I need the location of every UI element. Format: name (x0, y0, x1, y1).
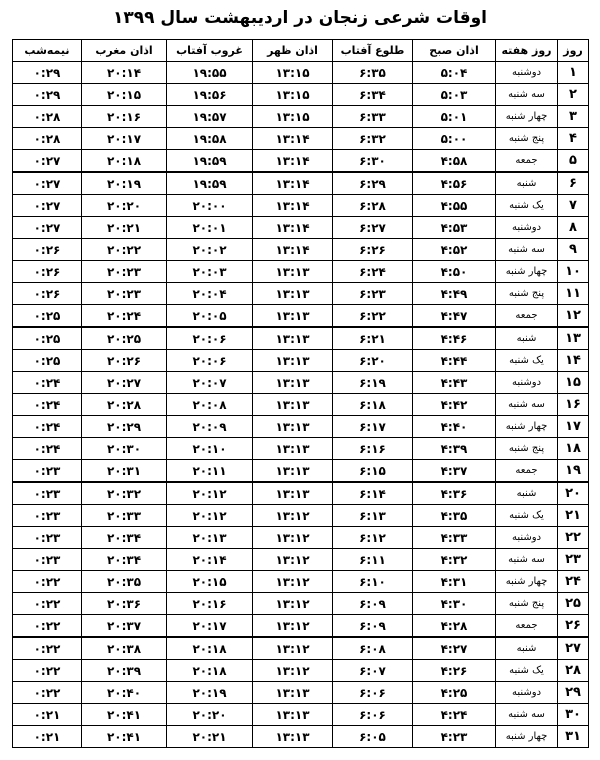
cell-day: ۳ (558, 106, 589, 128)
table-row (13, 482, 589, 505)
cell-maghreb: ۲۰:۲۸ (82, 394, 167, 416)
cell-sobh: ۴:۳۱ (413, 571, 496, 593)
cell-nimeshab: ۰:۲۱ (13, 704, 82, 726)
cell-nimeshab: ۰:۲۳ (13, 482, 82, 505)
cell-sobh: ۴:۲۸ (413, 615, 496, 638)
cell-nimeshab: ۰:۲۳ (13, 505, 82, 527)
header-row (13, 40, 589, 62)
cell-weekday: پنج شنبه (496, 593, 558, 615)
page-title: اوقات شرعی زنجان در اردیبهشت سال ۱۳۹۹ (113, 8, 487, 28)
cell-ghorub: ۲۰:۱۲ (167, 482, 253, 505)
cell-weekday: دوشنبه (496, 682, 558, 704)
cell-tolu: ۶:۱۰ (333, 571, 413, 593)
cell-day: ۹ (558, 239, 589, 261)
cell-maghreb: ۲۰:۴۱ (82, 704, 167, 726)
cell-zohr: ۱۳:۱۲ (253, 571, 333, 593)
table-row (13, 682, 589, 704)
table-row (13, 84, 589, 106)
cell-tolu: ۶:۲۹ (333, 172, 413, 195)
cell-weekday: سه شنبه (496, 239, 558, 261)
cell-ghorub: ۲۰:۲۱ (167, 726, 253, 748)
cell-tolu: ۶:۱۸ (333, 394, 413, 416)
cell-maghreb: ۲۰:۳۴ (82, 527, 167, 549)
cell-weekday: سه شنبه (496, 549, 558, 571)
cell-day: ۴ (558, 128, 589, 150)
cell-tolu: ۶:۱۹ (333, 372, 413, 394)
cell-nimeshab: ۰:۲۵ (13, 350, 82, 372)
table-row (13, 527, 589, 549)
cell-ghorub: ۲۰:۱۷ (167, 615, 253, 638)
cell-zohr: ۱۳:۱۳ (253, 726, 333, 748)
cell-zohr: ۱۳:۱۳ (253, 438, 333, 460)
cell-sobh: ۴:۴۹ (413, 283, 496, 305)
cell-day: ۸ (558, 217, 589, 239)
cell-tolu: ۶:۰۹ (333, 615, 413, 638)
cell-maghreb: ۲۰:۲۴ (82, 305, 167, 328)
cell-ghorub: ۲۰:۱۸ (167, 637, 253, 660)
cell-tolu: ۶:۱۴ (333, 482, 413, 505)
cell-nimeshab: ۰:۲۴ (13, 438, 82, 460)
cell-sobh: ۴:۵۰ (413, 261, 496, 283)
cell-day: ۲۱ (558, 505, 589, 527)
table-row (13, 128, 589, 150)
cell-nimeshab: ۰:۲۱ (13, 726, 82, 748)
cell-zohr: ۱۳:۱۳ (253, 283, 333, 305)
cell-ghorub: ۲۰:۰۰ (167, 195, 253, 217)
cell-weekday: دوشنبه (496, 217, 558, 239)
cell-tolu: ۶:۳۲ (333, 128, 413, 150)
table-row (13, 460, 589, 483)
cell-ghorub: ۱۹:۵۵ (167, 62, 253, 84)
cell-nimeshab: ۰:۲۷ (13, 150, 82, 173)
cell-sobh: ۴:۲۳ (413, 726, 496, 748)
cell-sobh: ۴:۲۴ (413, 704, 496, 726)
cell-day: ۶ (558, 172, 589, 195)
cell-maghreb: ۲۰:۳۳ (82, 505, 167, 527)
cell-tolu: ۶:۲۳ (333, 283, 413, 305)
table-row (13, 150, 589, 173)
table-row (13, 217, 589, 239)
cell-ghorub: ۲۰:۰۶ (167, 350, 253, 372)
header-weekday: روز هفته (496, 40, 558, 62)
cell-zohr: ۱۳:۱۳ (253, 394, 333, 416)
table-row (13, 172, 589, 195)
table-row (13, 261, 589, 283)
cell-ghorub: ۲۰:۰۱ (167, 217, 253, 239)
cell-maghreb: ۲۰:۳۶ (82, 593, 167, 615)
cell-zohr: ۱۳:۱۲ (253, 615, 333, 638)
cell-sobh: ۴:۴۷ (413, 305, 496, 328)
table-row (13, 305, 589, 328)
table-row (13, 593, 589, 615)
cell-day: ۱ (558, 62, 589, 84)
cell-maghreb: ۲۰:۱۶ (82, 106, 167, 128)
cell-maghreb: ۲۰:۲۶ (82, 350, 167, 372)
cell-nimeshab: ۰:۲۹ (13, 84, 82, 106)
header-maghreb: اذان مغرب (82, 40, 167, 62)
cell-day: ۳۱ (558, 726, 589, 748)
cell-zohr: ۱۳:۱۳ (253, 682, 333, 704)
cell-weekday: پنج شنبه (496, 128, 558, 150)
cell-tolu: ۶:۲۴ (333, 261, 413, 283)
cell-weekday: دوشنبه (496, 527, 558, 549)
table-row (13, 726, 589, 748)
table-row (13, 637, 589, 660)
cell-ghorub: ۲۰:۰۸ (167, 394, 253, 416)
table-row (13, 350, 589, 372)
cell-ghorub: ۲۰:۰۹ (167, 416, 253, 438)
header-sobh: اذان صبح (413, 40, 496, 62)
cell-day: ۱۱ (558, 283, 589, 305)
cell-zohr: ۱۳:۱۵ (253, 106, 333, 128)
cell-tolu: ۶:۱۷ (333, 416, 413, 438)
cell-maghreb: ۲۰:۳۴ (82, 549, 167, 571)
cell-maghreb: ۲۰:۲۳ (82, 283, 167, 305)
cell-nimeshab: ۰:۲۴ (13, 372, 82, 394)
header-ghorub: غروب آفتاب (167, 40, 253, 62)
cell-zohr: ۱۳:۱۲ (253, 593, 333, 615)
cell-sobh: ۴:۳۷ (413, 460, 496, 483)
cell-zohr: ۱۳:۱۵ (253, 62, 333, 84)
cell-sobh: ۵:۰۴ (413, 62, 496, 84)
cell-nimeshab: ۰:۲۴ (13, 416, 82, 438)
cell-weekday: جمعه (496, 460, 558, 483)
cell-ghorub: ۲۰:۱۸ (167, 660, 253, 682)
cell-sobh: ۴:۴۶ (413, 327, 496, 350)
cell-sobh: ۵:۰۱ (413, 106, 496, 128)
cell-zohr: ۱۳:۱۴ (253, 172, 333, 195)
cell-weekday: دوشنبه (496, 372, 558, 394)
table-row (13, 106, 589, 128)
cell-day: ۱۸ (558, 438, 589, 460)
cell-ghorub: ۲۰:۱۴ (167, 549, 253, 571)
cell-ghorub: ۲۰:۰۶ (167, 327, 253, 350)
cell-day: ۲۹ (558, 682, 589, 704)
table-row (13, 283, 589, 305)
cell-zohr: ۱۳:۱۴ (253, 217, 333, 239)
cell-day: ۷ (558, 195, 589, 217)
cell-maghreb: ۲۰:۱۹ (82, 172, 167, 195)
cell-ghorub: ۱۹:۵۹ (167, 150, 253, 173)
cell-sobh: ۴:۴۳ (413, 372, 496, 394)
cell-day: ۲ (558, 84, 589, 106)
cell-tolu: ۶:۲۷ (333, 217, 413, 239)
cell-nimeshab: ۰:۲۶ (13, 239, 82, 261)
cell-sobh: ۴:۵۵ (413, 195, 496, 217)
cell-nimeshab: ۰:۲۲ (13, 615, 82, 638)
cell-ghorub: ۲۰:۱۹ (167, 682, 253, 704)
cell-weekday: جمعه (496, 150, 558, 173)
cell-ghorub: ۲۰:۱۳ (167, 527, 253, 549)
header-zohr: اذان ظهر (253, 40, 333, 62)
cell-sobh: ۴:۳۳ (413, 527, 496, 549)
cell-weekday: پنج شنبه (496, 438, 558, 460)
header-day: روز (558, 40, 589, 62)
cell-weekday: چهار شنبه (496, 106, 558, 128)
cell-maghreb: ۲۰:۳۵ (82, 571, 167, 593)
cell-day: ۱۶ (558, 394, 589, 416)
cell-ghorub: ۱۹:۵۸ (167, 128, 253, 150)
table-row (13, 62, 589, 84)
table-row (13, 438, 589, 460)
cell-ghorub: ۲۰:۰۴ (167, 283, 253, 305)
cell-zohr: ۱۳:۱۳ (253, 350, 333, 372)
cell-tolu: ۶:۱۲ (333, 527, 413, 549)
table-row (13, 549, 589, 571)
cell-tolu: ۶:۲۶ (333, 239, 413, 261)
cell-day: ۲۰ (558, 482, 589, 505)
cell-sobh: ۵:۰۳ (413, 84, 496, 106)
cell-maghreb: ۲۰:۴۱ (82, 726, 167, 748)
cell-maghreb: ۲۰:۱۷ (82, 128, 167, 150)
table-row (13, 239, 589, 261)
cell-nimeshab: ۰:۲۴ (13, 394, 82, 416)
cell-nimeshab: ۰:۲۸ (13, 106, 82, 128)
cell-maghreb: ۲۰:۳۱ (82, 460, 167, 483)
cell-sobh: ۴:۳۲ (413, 549, 496, 571)
cell-weekday: یک شنبه (496, 660, 558, 682)
cell-weekday: سه شنبه (496, 394, 558, 416)
cell-sobh: ۴:۳۹ (413, 438, 496, 460)
cell-tolu: ۶:۳۰ (333, 150, 413, 173)
table-row (13, 505, 589, 527)
cell-tolu: ۶:۳۴ (333, 84, 413, 106)
header-tolu: طلوع آفتاب (333, 40, 413, 62)
cell-ghorub: ۲۰:۰۲ (167, 239, 253, 261)
table-row (13, 615, 589, 638)
cell-nimeshab: ۰:۲۲ (13, 637, 82, 660)
cell-maghreb: ۲۰:۲۱ (82, 217, 167, 239)
cell-maghreb: ۲۰:۳۷ (82, 615, 167, 638)
cell-maghreb: ۲۰:۲۳ (82, 261, 167, 283)
cell-weekday: چهار شنبه (496, 571, 558, 593)
cell-zohr: ۱۳:۱۴ (253, 239, 333, 261)
cell-sobh: ۴:۲۷ (413, 637, 496, 660)
cell-maghreb: ۲۰:۳۲ (82, 482, 167, 505)
cell-ghorub: ۲۰:۰۷ (167, 372, 253, 394)
cell-zohr: ۱۳:۱۳ (253, 482, 333, 505)
cell-day: ۲۲ (558, 527, 589, 549)
header-nimeshab: نیمه‌شب (13, 40, 82, 62)
cell-nimeshab: ۰:۲۲ (13, 571, 82, 593)
cell-zohr: ۱۳:۱۲ (253, 549, 333, 571)
cell-weekday: دوشنبه (496, 62, 558, 84)
cell-tolu: ۶:۰۷ (333, 660, 413, 682)
cell-tolu: ۶:۰۶ (333, 682, 413, 704)
cell-day: ۱۰ (558, 261, 589, 283)
cell-zohr: ۱۳:۱۲ (253, 527, 333, 549)
cell-day: ۱۹ (558, 460, 589, 483)
table-body (13, 62, 589, 748)
cell-maghreb: ۲۰:۲۹ (82, 416, 167, 438)
cell-zohr: ۱۳:۱۴ (253, 150, 333, 173)
cell-sobh: ۴:۵۸ (413, 150, 496, 173)
cell-nimeshab: ۰:۲۸ (13, 128, 82, 150)
cell-weekday: سه شنبه (496, 84, 558, 106)
cell-nimeshab: ۰:۲۳ (13, 549, 82, 571)
cell-sobh: ۴:۵۲ (413, 239, 496, 261)
table-row (13, 394, 589, 416)
cell-zohr: ۱۳:۱۳ (253, 327, 333, 350)
cell-nimeshab: ۰:۲۳ (13, 460, 82, 483)
table-row (13, 571, 589, 593)
cell-day: ۲۴ (558, 571, 589, 593)
cell-zohr: ۱۳:۱۲ (253, 637, 333, 660)
cell-zohr: ۱۳:۱۳ (253, 416, 333, 438)
cell-day: ۲۸ (558, 660, 589, 682)
cell-zohr: ۱۳:۱۳ (253, 261, 333, 283)
cell-day: ۱۲ (558, 305, 589, 328)
cell-maghreb: ۲۰:۳۰ (82, 438, 167, 460)
cell-zohr: ۱۳:۱۳ (253, 305, 333, 328)
cell-sobh: ۴:۲۵ (413, 682, 496, 704)
cell-weekday: پنج شنبه (496, 283, 558, 305)
cell-weekday: سه شنبه (496, 704, 558, 726)
cell-tolu: ۶:۰۹ (333, 593, 413, 615)
cell-zohr: ۱۳:۱۴ (253, 195, 333, 217)
cell-sobh: ۴:۵۳ (413, 217, 496, 239)
cell-day: ۳۰ (558, 704, 589, 726)
cell-sobh: ۴:۵۶ (413, 172, 496, 195)
cell-weekday: شنبه (496, 327, 558, 350)
cell-day: ۱۷ (558, 416, 589, 438)
cell-maghreb: ۲۰:۳۹ (82, 660, 167, 682)
cell-weekday: یک شنبه (496, 195, 558, 217)
cell-nimeshab: ۰:۲۵ (13, 327, 82, 350)
cell-day: ۲۵ (558, 593, 589, 615)
cell-maghreb: ۲۰:۲۰ (82, 195, 167, 217)
cell-tolu: ۶:۰۸ (333, 637, 413, 660)
cell-sobh: ۴:۴۲ (413, 394, 496, 416)
cell-weekday: شنبه (496, 482, 558, 505)
prayer-times-table (12, 39, 589, 748)
cell-day: ۲۳ (558, 549, 589, 571)
cell-weekday: جمعه (496, 615, 558, 638)
cell-tolu: ۶:۲۲ (333, 305, 413, 328)
cell-nimeshab: ۰:۲۷ (13, 172, 82, 195)
table-row (13, 704, 589, 726)
cell-sobh: ۴:۳۶ (413, 482, 496, 505)
cell-ghorub: ۲۰:۲۰ (167, 704, 253, 726)
cell-tolu: ۶:۳۳ (333, 106, 413, 128)
cell-ghorub: ۲۰:۱۰ (167, 438, 253, 460)
cell-day: ۱۴ (558, 350, 589, 372)
cell-zohr: ۱۳:۱۳ (253, 372, 333, 394)
cell-sobh: ۵:۰۰ (413, 128, 496, 150)
cell-sobh: ۴:۲۶ (413, 660, 496, 682)
cell-sobh: ۴:۴۰ (413, 416, 496, 438)
cell-nimeshab: ۰:۲۷ (13, 195, 82, 217)
cell-tolu: ۶:۲۰ (333, 350, 413, 372)
cell-ghorub: ۱۹:۵۷ (167, 106, 253, 128)
cell-ghorub: ۲۰:۰۵ (167, 305, 253, 328)
cell-weekday: چهار شنبه (496, 726, 558, 748)
cell-maghreb: ۲۰:۱۴ (82, 62, 167, 84)
cell-tolu: ۶:۱۳ (333, 505, 413, 527)
cell-zohr: ۱۳:۱۳ (253, 704, 333, 726)
cell-day: ۲۷ (558, 637, 589, 660)
cell-tolu: ۶:۱۵ (333, 460, 413, 483)
cell-weekday: چهار شنبه (496, 416, 558, 438)
cell-weekday: جمعه (496, 305, 558, 328)
cell-zohr: ۱۳:۱۲ (253, 505, 333, 527)
cell-weekday: شنبه (496, 172, 558, 195)
cell-day: ۵ (558, 150, 589, 173)
cell-ghorub: ۲۰:۱۱ (167, 460, 253, 483)
cell-day: ۱۵ (558, 372, 589, 394)
cell-tolu: ۶:۱۶ (333, 438, 413, 460)
cell-nimeshab: ۰:۲۳ (13, 527, 82, 549)
cell-zohr: ۱۳:۱۴ (253, 128, 333, 150)
cell-tolu: ۶:۲۱ (333, 327, 413, 350)
cell-zohr: ۱۳:۱۵ (253, 84, 333, 106)
cell-nimeshab: ۰:۲۵ (13, 305, 82, 328)
cell-ghorub: ۲۰:۱۲ (167, 505, 253, 527)
table-row (13, 416, 589, 438)
cell-nimeshab: ۰:۲۶ (13, 283, 82, 305)
cell-weekday: شنبه (496, 637, 558, 660)
table-row (13, 372, 589, 394)
cell-ghorub: ۲۰:۱۶ (167, 593, 253, 615)
table-row (13, 195, 589, 217)
cell-weekday: چهار شنبه (496, 261, 558, 283)
cell-nimeshab: ۰:۲۲ (13, 660, 82, 682)
cell-nimeshab: ۰:۲۲ (13, 593, 82, 615)
cell-weekday: یک شنبه (496, 350, 558, 372)
cell-tolu: ۶:۰۵ (333, 726, 413, 748)
cell-nimeshab: ۰:۲۷ (13, 217, 82, 239)
cell-tolu: ۶:۰۶ (333, 704, 413, 726)
cell-maghreb: ۲۰:۲۷ (82, 372, 167, 394)
cell-sobh: ۴:۴۴ (413, 350, 496, 372)
cell-ghorub: ۱۹:۵۶ (167, 84, 253, 106)
cell-tolu: ۶:۱۱ (333, 549, 413, 571)
cell-maghreb: ۲۰:۳۸ (82, 637, 167, 660)
cell-tolu: ۶:۲۸ (333, 195, 413, 217)
cell-maghreb: ۲۰:۴۰ (82, 682, 167, 704)
cell-ghorub: ۲۰:۱۵ (167, 571, 253, 593)
cell-ghorub: ۱۹:۵۹ (167, 172, 253, 195)
cell-maghreb: ۲۰:۱۸ (82, 150, 167, 173)
cell-maghreb: ۲۰:۲۲ (82, 239, 167, 261)
cell-maghreb: ۲۰:۱۵ (82, 84, 167, 106)
cell-weekday: یک شنبه (496, 505, 558, 527)
table-row (13, 660, 589, 682)
cell-maghreb: ۲۰:۲۵ (82, 327, 167, 350)
cell-zohr: ۱۳:۱۳ (253, 460, 333, 483)
cell-nimeshab: ۰:۲۲ (13, 682, 82, 704)
table-row (13, 327, 589, 350)
cell-tolu: ۶:۳۵ (333, 62, 413, 84)
cell-sobh: ۴:۳۵ (413, 505, 496, 527)
cell-day: ۱۳ (558, 327, 589, 350)
cell-ghorub: ۲۰:۰۳ (167, 261, 253, 283)
cell-zohr: ۱۳:۱۲ (253, 660, 333, 682)
cell-sobh: ۴:۳۰ (413, 593, 496, 615)
cell-day: ۲۶ (558, 615, 589, 638)
cell-nimeshab: ۰:۲۹ (13, 62, 82, 84)
cell-nimeshab: ۰:۲۶ (13, 261, 82, 283)
